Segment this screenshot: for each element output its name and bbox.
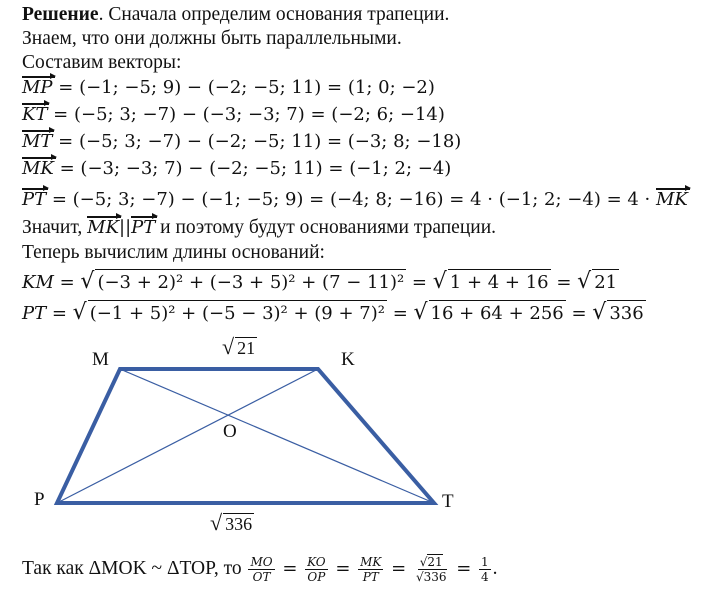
vector-expression: = (−5; 3; −7) − (−3; −3; 7) = (−2; 6; −14): [47, 104, 445, 125]
fraction-numerator: MO: [250, 555, 273, 569]
sqrt-icon: √: [210, 510, 223, 535]
fraction-mo-ot: [248, 555, 274, 584]
fraction-radicand: 21: [427, 555, 443, 569]
top-base-radicand: 21: [237, 338, 256, 358]
sqrt-icon: √: [72, 300, 87, 325]
fraction-sqrt: [414, 555, 449, 584]
fraction-numerator: KO: [307, 555, 326, 569]
sqrt-icon: √: [222, 334, 235, 359]
equals-sign: =: [565, 303, 593, 324]
fraction-numerator: √21: [419, 555, 443, 569]
fraction-denominator: OT: [252, 570, 271, 584]
sqrt-icon: √: [413, 300, 428, 325]
vector-name-tail: MK: [656, 187, 688, 213]
period: .: [492, 557, 498, 579]
parallel-sign: ||: [119, 217, 132, 238]
intro-line-3: Составим векторы:: [22, 52, 182, 73]
solution-title: Решение: [22, 4, 99, 25]
diagonal-kp: [57, 369, 318, 503]
fraction-denominator: OP: [307, 570, 326, 584]
vector-expression: = (−3; −3; 7) − (−2; −5; 11) = (−1; 2; −4): [53, 158, 452, 179]
conclusion-vec-1: MK: [87, 215, 119, 241]
pt-radicand-3: 336: [607, 300, 645, 327]
bottom-base-radicand: 336: [225, 514, 253, 534]
km-lhs: KM: [22, 272, 54, 293]
fraction-denominator: PT: [362, 570, 379, 584]
equals-sign: =: [276, 557, 304, 579]
vector-expression: = (−5; 3; −7) − (−2; −5; 11) = (−3; 8; −18): [52, 131, 462, 152]
similarity-prefix: Так как ΔMOK ~ ΔTOP, то: [22, 557, 247, 579]
equals-sign: =: [386, 303, 414, 324]
vector-name: KT: [22, 102, 47, 128]
vector-name: MK: [22, 156, 54, 182]
vertex-p-label: P: [34, 489, 45, 510]
pt-radicand: (−1 + 5)² + (−5 − 3)² + (9 + 7)²: [88, 300, 387, 327]
sqrt-icon: √: [432, 269, 447, 294]
equals-sign: =: [329, 557, 357, 579]
pt-radicand-2: 16 + 64 + 256: [429, 300, 566, 327]
vector-expression: = (−5; 3; −7) − (−1; −5; 9) = (−4; 8; −16) = 4 · (−1; 2; −4) = 4 ·: [46, 189, 656, 210]
km-radicand-2: 1 + 4 + 16: [448, 269, 551, 296]
top-base-label: [222, 334, 257, 360]
vector-expression: = (−1; −5; 9) − (−2; −5; 11) = (1; 0; −2): [52, 77, 435, 98]
trapezoid-outline: [57, 369, 434, 503]
vertex-k-label: K: [341, 349, 355, 370]
equals-sign: =: [406, 272, 433, 293]
fraction-numerator: 1: [481, 555, 489, 569]
conclusion-suffix: и поэтому будут основаниями трапеции.: [155, 217, 497, 238]
intro-line-2: Знаем, что они должны быть параллельными.: [22, 28, 402, 49]
equals-sign: =: [550, 272, 578, 293]
vector-name: PT: [22, 187, 46, 213]
fraction-one-quarter: [479, 555, 491, 584]
vertex-m-label: M: [92, 349, 109, 370]
fraction-radicand: 336: [423, 570, 447, 584]
sqrt-icon: √: [80, 269, 95, 294]
similarity-line: [22, 555, 498, 584]
vector-name: MT: [22, 129, 52, 155]
fraction-mk-pt: [358, 555, 383, 584]
fraction-numerator: MK: [360, 555, 382, 569]
km-radicand-3: 21: [592, 269, 619, 296]
fraction-denominator: √336: [415, 570, 447, 584]
fraction-denominator: 4: [481, 570, 489, 584]
center-o-label: O: [223, 421, 237, 442]
fraction-ko-op: [305, 555, 327, 584]
km-radicand: (−3 + 2)² + (−3 + 5)² + (7 − 11)²: [95, 269, 406, 296]
conclusion-vec-2: PT: [131, 215, 155, 241]
equals-sign: =: [46, 303, 73, 324]
lengths-intro: Теперь вычислим длины оснований:: [22, 242, 325, 263]
equals-sign: =: [450, 557, 478, 579]
sqrt-icon: √: [592, 300, 607, 325]
equals-sign: =: [385, 557, 412, 579]
diagonal-mt: [120, 369, 434, 503]
equals-sign: =: [53, 272, 81, 293]
vector-name: MP: [22, 75, 53, 101]
solution-title-rest: . Сначала определим основания трапеции.: [98, 4, 450, 25]
sqrt-icon: √: [577, 269, 592, 294]
pt-lhs: PT: [22, 303, 47, 324]
bottom-base-label: [210, 510, 254, 536]
conclusion-prefix: Значит,: [22, 217, 88, 238]
vertex-t-label: T: [442, 491, 454, 512]
